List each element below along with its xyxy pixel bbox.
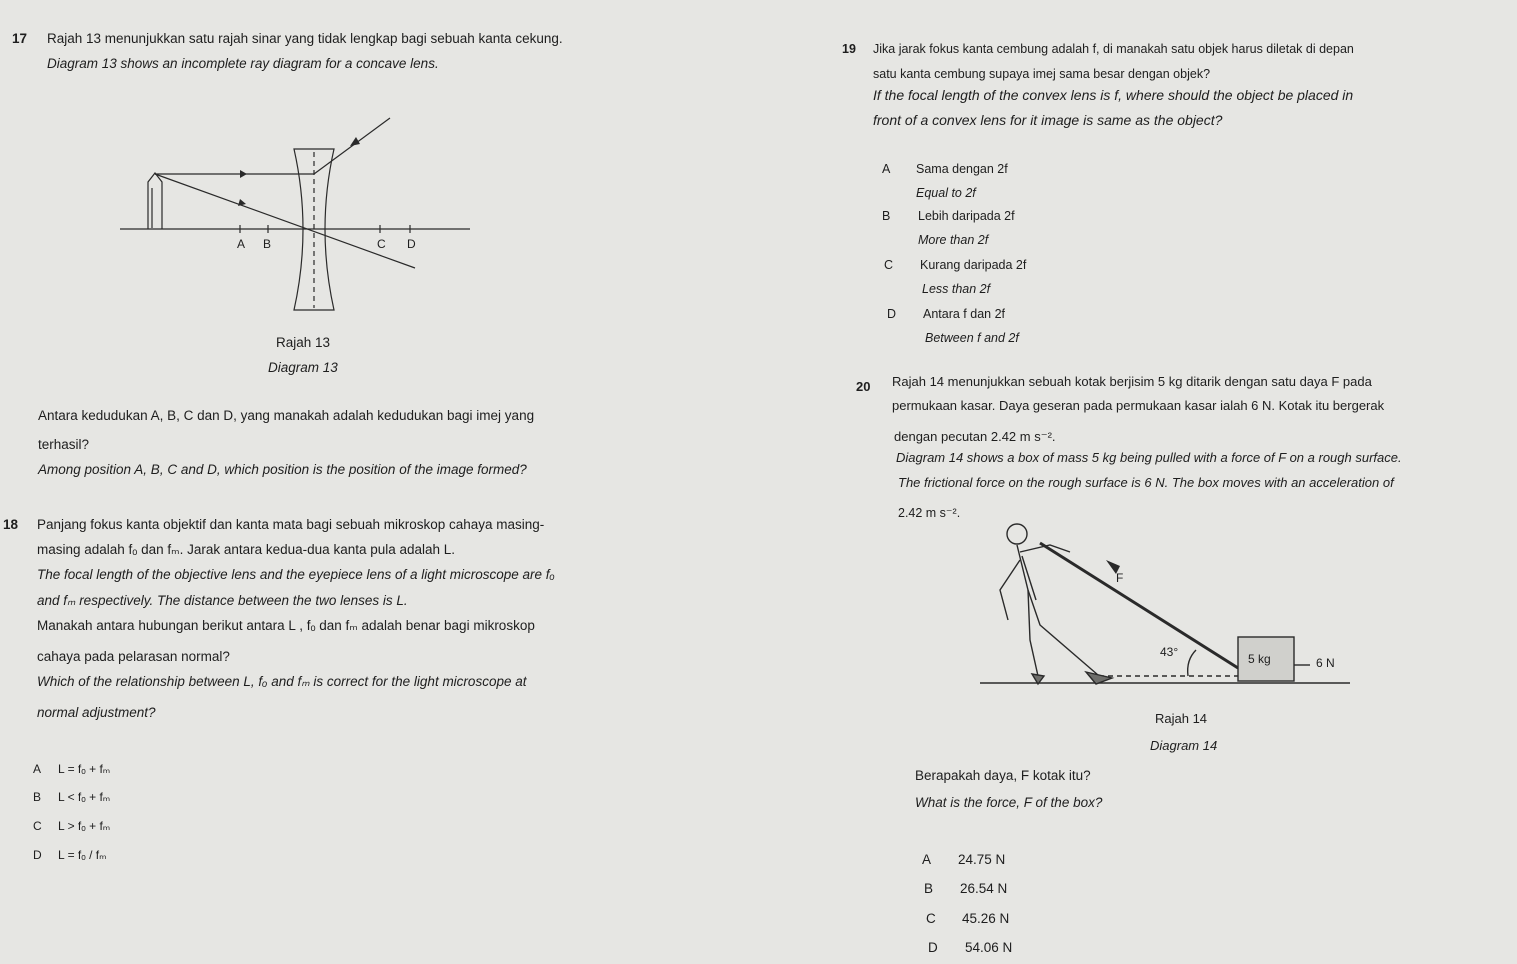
q18-english-1: The focal length of the objective lens and the eyepiece lens of a light microscope are fₒ — [37, 567, 555, 582]
q19-number: 19 — [842, 42, 856, 56]
q18-english-4: normal adjustment? — [37, 705, 156, 720]
q20-option-b-letter[interactable]: B — [924, 881, 934, 896]
q20-option-d-letter[interactable]: D — [928, 940, 938, 955]
angle-arc — [1188, 650, 1196, 676]
person-head — [1007, 524, 1027, 544]
q19-option-b-malay[interactable]: Lebih daripada 2f — [918, 209, 1015, 223]
q19-option-a-malay[interactable]: Sama dengan 2f — [916, 162, 1008, 176]
q19-option-c-malay[interactable]: Kurang daripada 2f — [920, 258, 1027, 272]
q19-option-b-letter[interactable]: B — [882, 209, 891, 223]
q20-malay-3: dengan pecutan 2.42 m s⁻². — [894, 429, 1056, 444]
q19-option-a-english[interactable]: Equal to 2f — [916, 186, 976, 200]
q18-malay-1: Panjang fokus kanta objektif dan kanta mata bagi sebuah mikroskop cahaya masing- — [37, 517, 545, 532]
friction-label: 6 N — [1316, 656, 1335, 670]
q19-option-d-letter[interactable]: D — [887, 307, 897, 321]
q18-english-3: Which of the relationship between L, fₒ and fₘ is correct for the light microscope at — [37, 674, 527, 689]
q17-prompt-malay-1: Antara kedudukan A, B, C dan D, yang manakah adalah kedudukan bagi imej yang — [38, 408, 535, 423]
q18-option-c-letter[interactable]: C — [33, 819, 42, 833]
q20-option-c-text[interactable]: 45.26 N — [962, 911, 1010, 926]
q19-malay-2: satu kanta cembung supaya imej sama besar dengan objek? — [873, 67, 1211, 81]
q17-number: 17 — [12, 31, 28, 46]
q20-malay-1: Rajah 14 menunjukkan sebuah kotak berjisim 5 kg ditarik dengan satu daya F pada — [892, 374, 1372, 389]
q20-english-2: The frictional force on the rough surface is 6 N. The box moves with an acceleration of — [898, 475, 1394, 490]
q20-option-b-text[interactable]: 26.54 N — [960, 881, 1008, 896]
diagram14-caption-english: Diagram 14 — [1150, 738, 1218, 753]
q20-english-3: 2.42 m s⁻². — [898, 506, 961, 520]
q20-number: 20 — [856, 379, 871, 394]
q20-question-english: What is the force, F of the box? — [915, 795, 1103, 810]
diagram13-caption-english: Diagram 13 — [268, 360, 338, 375]
q18-malay-4: cahaya pada pelarasan normal? — [37, 649, 230, 664]
q20-option-d-text[interactable]: 54.06 N — [965, 940, 1013, 955]
q20-option-a-letter[interactable]: A — [922, 852, 932, 867]
angle-label: 43° — [1160, 645, 1179, 659]
center-ray — [155, 174, 415, 268]
pull-rope — [1040, 543, 1238, 668]
q19-option-c-letter[interactable]: C — [884, 258, 894, 272]
q18-option-a-letter[interactable]: A — [33, 762, 42, 776]
q19-option-b-english[interactable]: More than 2f — [918, 233, 989, 247]
q20-question-malay: Berapakah daya, F kotak itu? — [915, 768, 1091, 783]
q20-english-1: Diagram 14 shows a box of mass 5 kg being pulled with a force of F on a rough surface. — [896, 450, 1402, 465]
q19-option-c-english[interactable]: Less than 2f — [922, 282, 991, 296]
q19-option-d-malay[interactable]: Antara f dan 2f — [923, 307, 1006, 321]
q18-option-b-text[interactable]: L < fₒ + fₘ — [58, 790, 111, 804]
q18-option-d-text[interactable]: L = fₒ / fₘ — [58, 848, 107, 862]
q20-malay-2: permukaan kasar. Daya geseran pada permukaan kasar ialah 6 N. Kotak itu bergerak — [892, 398, 1385, 413]
diagram14-caption-malay: Rajah 14 — [1155, 711, 1208, 726]
q17-malay-text: Rajah 13 menunjukkan satu rajah sinar yang tidak lengkap bagi sebuah kanta cekung. — [47, 31, 563, 46]
force-label: F — [1116, 571, 1124, 585]
q18-malay-2: masing adalah fₒ dan fₘ. Jarak antara kedua-dua kanta pula adalah L. — [37, 542, 456, 557]
q18-malay-3: Manakah antara hubungan berikut antara L , fₒ dan fₘ adalah benar bagi mikroskop — [37, 618, 535, 633]
diagram13-caption-malay: Rajah 13 — [276, 335, 331, 350]
q20-option-c-letter[interactable]: C — [926, 911, 936, 926]
q18-option-d-letter[interactable]: D — [33, 848, 42, 862]
q17-english-text: Diagram 13 shows an incomplete ray diagram for a concave lens. — [47, 56, 439, 71]
q19-option-a-letter[interactable]: A — [882, 162, 891, 176]
label-b: B — [263, 237, 272, 251]
q17-prompt-malay-2: terhasil? — [38, 437, 90, 452]
q18-english-2: and fₘ respectively. The distance between the two lenses is L. — [37, 593, 408, 608]
box-pull-diagram — [0, 0, 1, 1]
refracted-ray — [314, 118, 390, 174]
q18-option-c-text[interactable]: L > fₒ + fₘ — [58, 819, 111, 833]
mass-label: 5 kg — [1248, 652, 1271, 666]
q17-prompt-english: Among position A, B, C and D, which position is the position of the image formed? — [38, 462, 527, 477]
q18-option-b-letter[interactable]: B — [33, 790, 42, 804]
q19-malay-1: Jika jarak fokus kanta cembung adalah f, di manakah satu objek harus diletak di depan — [873, 42, 1354, 56]
q19-english-1: If the focal length of the convex lens is f, where should the object be placed in — [873, 87, 1354, 103]
q19-english-2: front of a convex lens for it image is same as the object? — [873, 112, 1223, 128]
label-a: A — [237, 237, 246, 251]
object-arrow — [148, 173, 162, 229]
label-d: D — [407, 237, 416, 251]
q18-number: 18 — [3, 517, 19, 532]
q19-option-d-english[interactable]: Between f and 2f — [925, 331, 1019, 345]
q20-option-a-text[interactable]: 24.75 N — [958, 852, 1006, 867]
q18-option-a-text[interactable]: L = fₒ + fₘ — [58, 762, 111, 776]
label-c: C — [377, 237, 386, 251]
